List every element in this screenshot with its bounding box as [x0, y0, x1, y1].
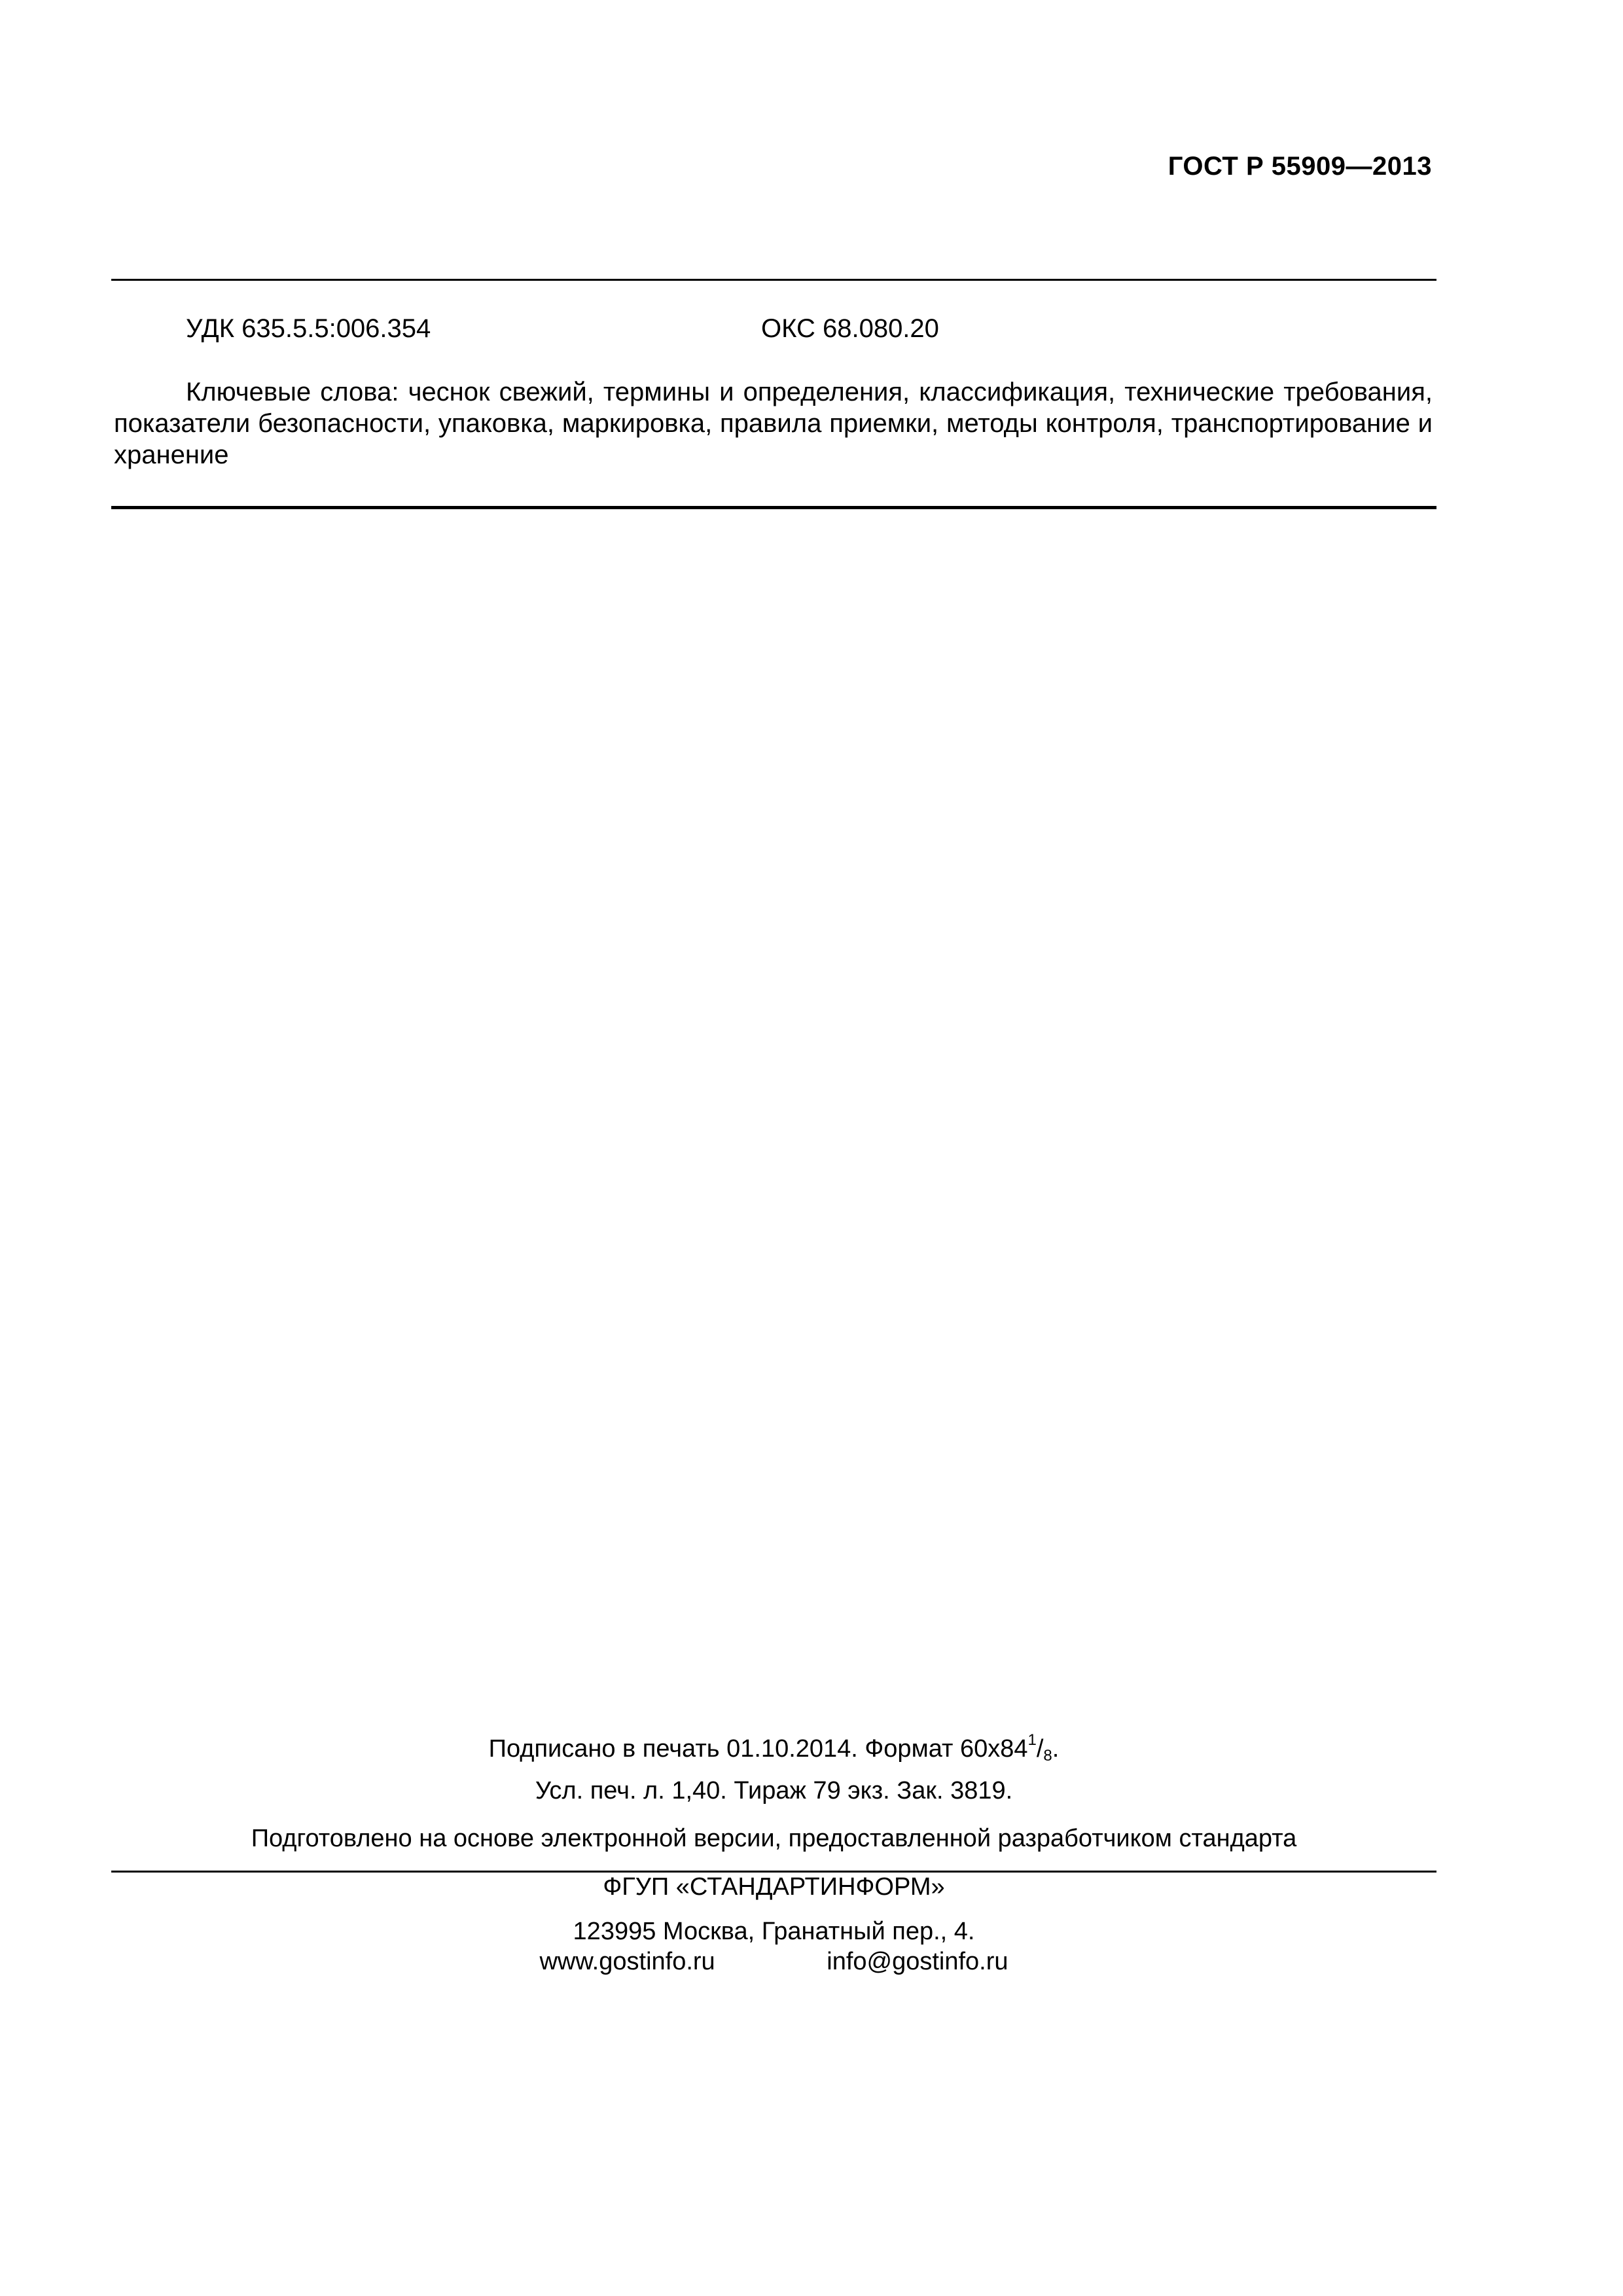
format-fraction-slash: /	[1036, 1735, 1044, 1763]
signed-text: Подписано в печать 01.10.2014. Формат 60x84	[488, 1735, 1028, 1763]
keywords-divider	[111, 506, 1436, 509]
udk-code: УДК 635.5.5:006.354	[186, 314, 431, 343]
print-volume: Усл. печ. л. 1,40. Тираж 79 экз. Зак. 3819.	[535, 1777, 1013, 1804]
email-link[interactable]: info@gostinfo.ru	[827, 1948, 1008, 1975]
standard-id: ГОСТ Р 55909—2013	[1168, 152, 1432, 181]
prepared-note: Подготовлено на основе электронной версии, предоставленной разработчиком стандарта	[251, 1825, 1297, 1852]
keywords-paragraph: Ключевые слова: чеснок свежий, термины и определения, классификация, технические требования, показатели безопасности, упаковка, маркировка, правила приемки, методы контроля, транспортирование и хранение	[114, 378, 1433, 469]
top-divider	[111, 279, 1436, 281]
imprint-divider	[111, 1871, 1436, 1873]
website-link[interactable]: www.gostinfo.ru	[539, 1948, 715, 1975]
signed-for-print	[111, 1731, 1436, 1765]
format-fraction-denominator: 8	[1043, 1747, 1052, 1765]
format-end: .	[1052, 1735, 1060, 1763]
contacts-row	[111, 1948, 1436, 1976]
publisher-name: ФГУП «СТАНДАРТИНФОРМ»	[603, 1873, 945, 1901]
format-fraction-numerator: 1	[1027, 1731, 1037, 1749]
oks-code: ОКС 68.080.20	[761, 314, 939, 343]
publisher-address: 123995 Москва, Гранатный пер., 4.	[573, 1918, 975, 1945]
